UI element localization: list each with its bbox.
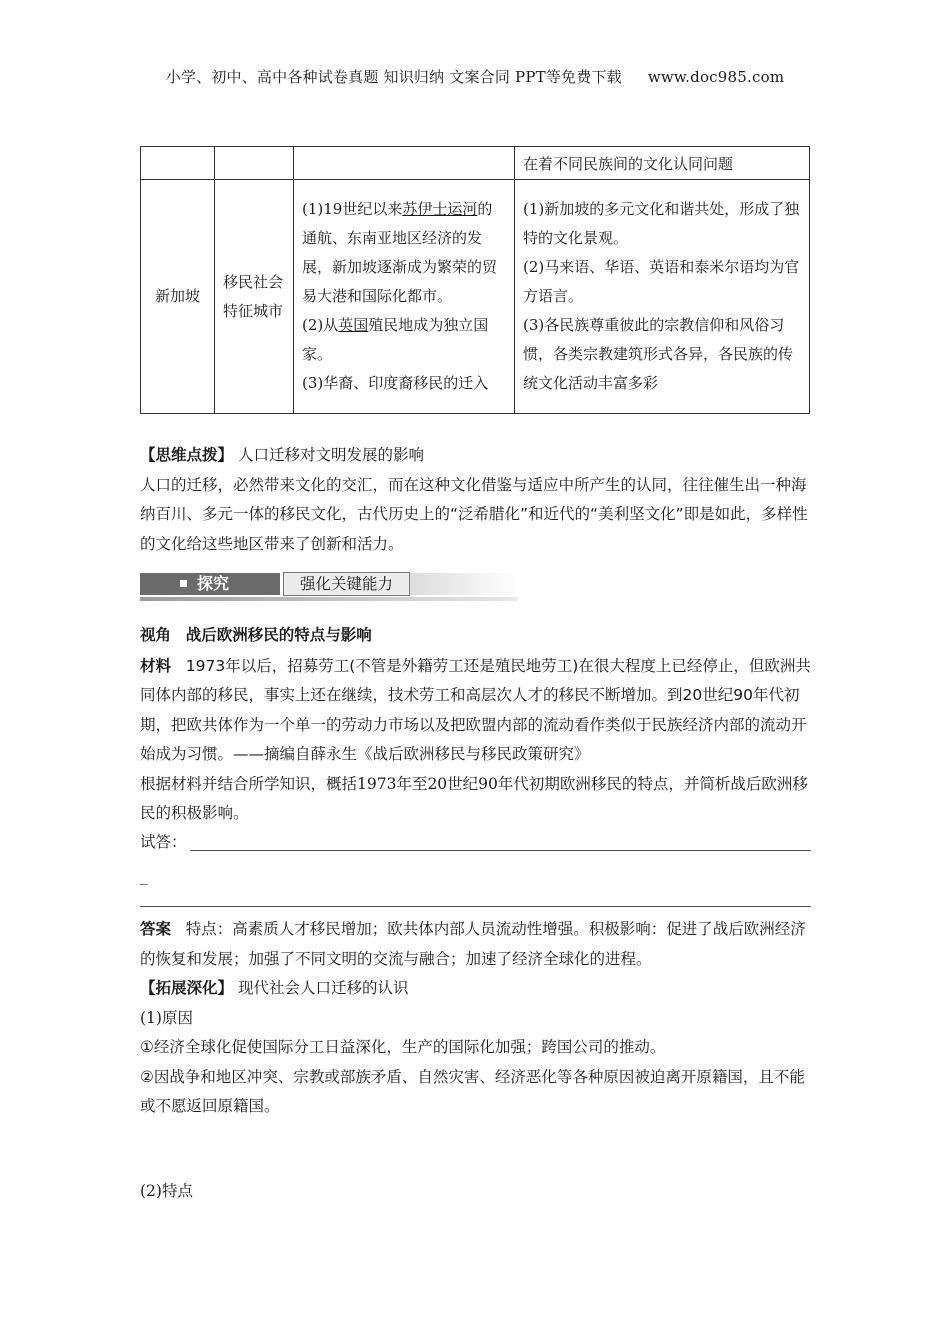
reason-item: (3)华裔、印度裔移民的迁入 — [302, 374, 489, 392]
thinking-section — [140, 441, 812, 559]
question-text: 根据材料并结合所学知识，概括1973年至20世纪90年代初期欧洲移民的特点，并简析战后欧洲移民的积极影响。 — [140, 774, 808, 822]
city-type-cell: 移民社会特征城市 — [215, 180, 294, 414]
material-body: 1973年以后，招募劳工(不管是外籍劳工还是殖民地劳工)在很大程度上已经停止，但欧洲共同体内部的移民，事实上还在继续，技术劳工和高层次人才的移民不断增加。到20世纪90年代初期，把欧共体作为一个单一的劳动力市场以及把欧盟内部的流动看作类似于民族经济内部的流动开始成为习惯。——摘编自薛永生《战后欧洲移民与移民政策研究》 — [140, 656, 811, 763]
perspective-heading: 视角 战后欧洲移民的特点与影响 — [140, 625, 372, 644]
table-row — [141, 147, 810, 180]
answer-section — [140, 914, 812, 1122]
features-cell — [515, 180, 810, 414]
material-label: 材料 — [140, 655, 172, 675]
header-text: 小学、初中、高中各种试卷真题 知识归纳 文案合同 PPT等免费下载 — [165, 68, 622, 86]
attempt-dash: _ — [140, 867, 148, 885]
cause-item: ①经济全球化促使国际分工日益深化，生产的国际化加强；跨国公司的推动。 — [140, 1038, 666, 1056]
page-header — [0, 66, 950, 87]
feature-item: (2)马来语、华语、英语和泰米尔语均为官方语言。 — [523, 258, 800, 305]
feature-heading: (2)特点 — [140, 1182, 193, 1200]
table-cell — [141, 147, 215, 180]
reason-item: (1)19世纪以来苏伊士运河的通航、东南亚地区经济的发展，新加坡逐渐成为繁荣的贸易大港和国际化都市。 — [302, 200, 498, 305]
feature-item: (3)各民族尊重彼此的宗教信仰和风俗习惯，各类宗教建筑形式各异，各民族的传统文化活动丰富多彩 — [523, 316, 794, 392]
table-row — [141, 180, 810, 414]
thinking-title: 人口迁移对文明发展的影响 — [237, 446, 424, 464]
explore-banner — [140, 568, 518, 604]
answer-line[interactable] — [190, 850, 811, 851]
table-cell: 在着不同民族间的文化认同问题 — [515, 147, 810, 180]
extension-title: 现代社会人口迁移的认识 — [237, 979, 409, 997]
attempt-label: 试答： — [140, 833, 187, 851]
feature-item: (1)新加坡的多元文化和谐共处，形成了独特的文化景观。 — [523, 200, 800, 247]
banner-dark-label: 探究 — [140, 573, 280, 595]
thinking-heading — [140, 441, 812, 471]
banner-underline — [140, 597, 518, 601]
answer-label: 答案 — [140, 919, 172, 938]
thinking-body: 人口的迁移，必然带来文化的交汇，而在这种文化借鉴与适应中所产生的认同，往往催生出一种海纳百川、多元一体的移民文化，古代历史上的“泛希腊化”和近代的“美利坚文化”即是如此，多样性的文化给这些地区带来了创新和活力。 — [140, 475, 808, 553]
answer-body: 特点：高素质人才移民增加；欧共体内部人员流动性增强。积极影响：促进了战后欧洲经济的恢复和发展；加强了不同文明的交流与融合；加速了经济全球化的进程。 — [140, 920, 806, 968]
banner-fade — [410, 573, 518, 595]
table-cell — [294, 147, 515, 180]
banner-light-label: 强化关键能力 — [283, 572, 410, 596]
reasons-cell — [294, 180, 515, 414]
table-cell — [215, 147, 294, 180]
material-paragraph — [140, 651, 812, 770]
cause-item: ②因战争和地区冲突、宗教或部族矛盾、自然灾害、经济恶化等各种原因被迫离开原籍国，且不能或不愿返回原籍国。 — [140, 1067, 805, 1115]
header-site-link[interactable]: www.doc985.com — [647, 68, 785, 86]
city-table — [140, 146, 810, 414]
square-icon — [180, 580, 187, 587]
perspective-section — [140, 620, 812, 829]
extension-heading — [140, 974, 812, 1004]
answer-line[interactable] — [140, 906, 811, 907]
cause-heading: (1)原因 — [140, 1008, 193, 1027]
answer-paragraph — [140, 914, 812, 974]
reason-item: (2)从英国殖民地成为独立国家。 — [302, 316, 489, 363]
extension-tag: 【拓展深化】 — [140, 979, 234, 997]
city-name-cell: 新加坡 — [141, 180, 215, 414]
thinking-tag: 【思维点拨】 — [140, 446, 234, 464]
